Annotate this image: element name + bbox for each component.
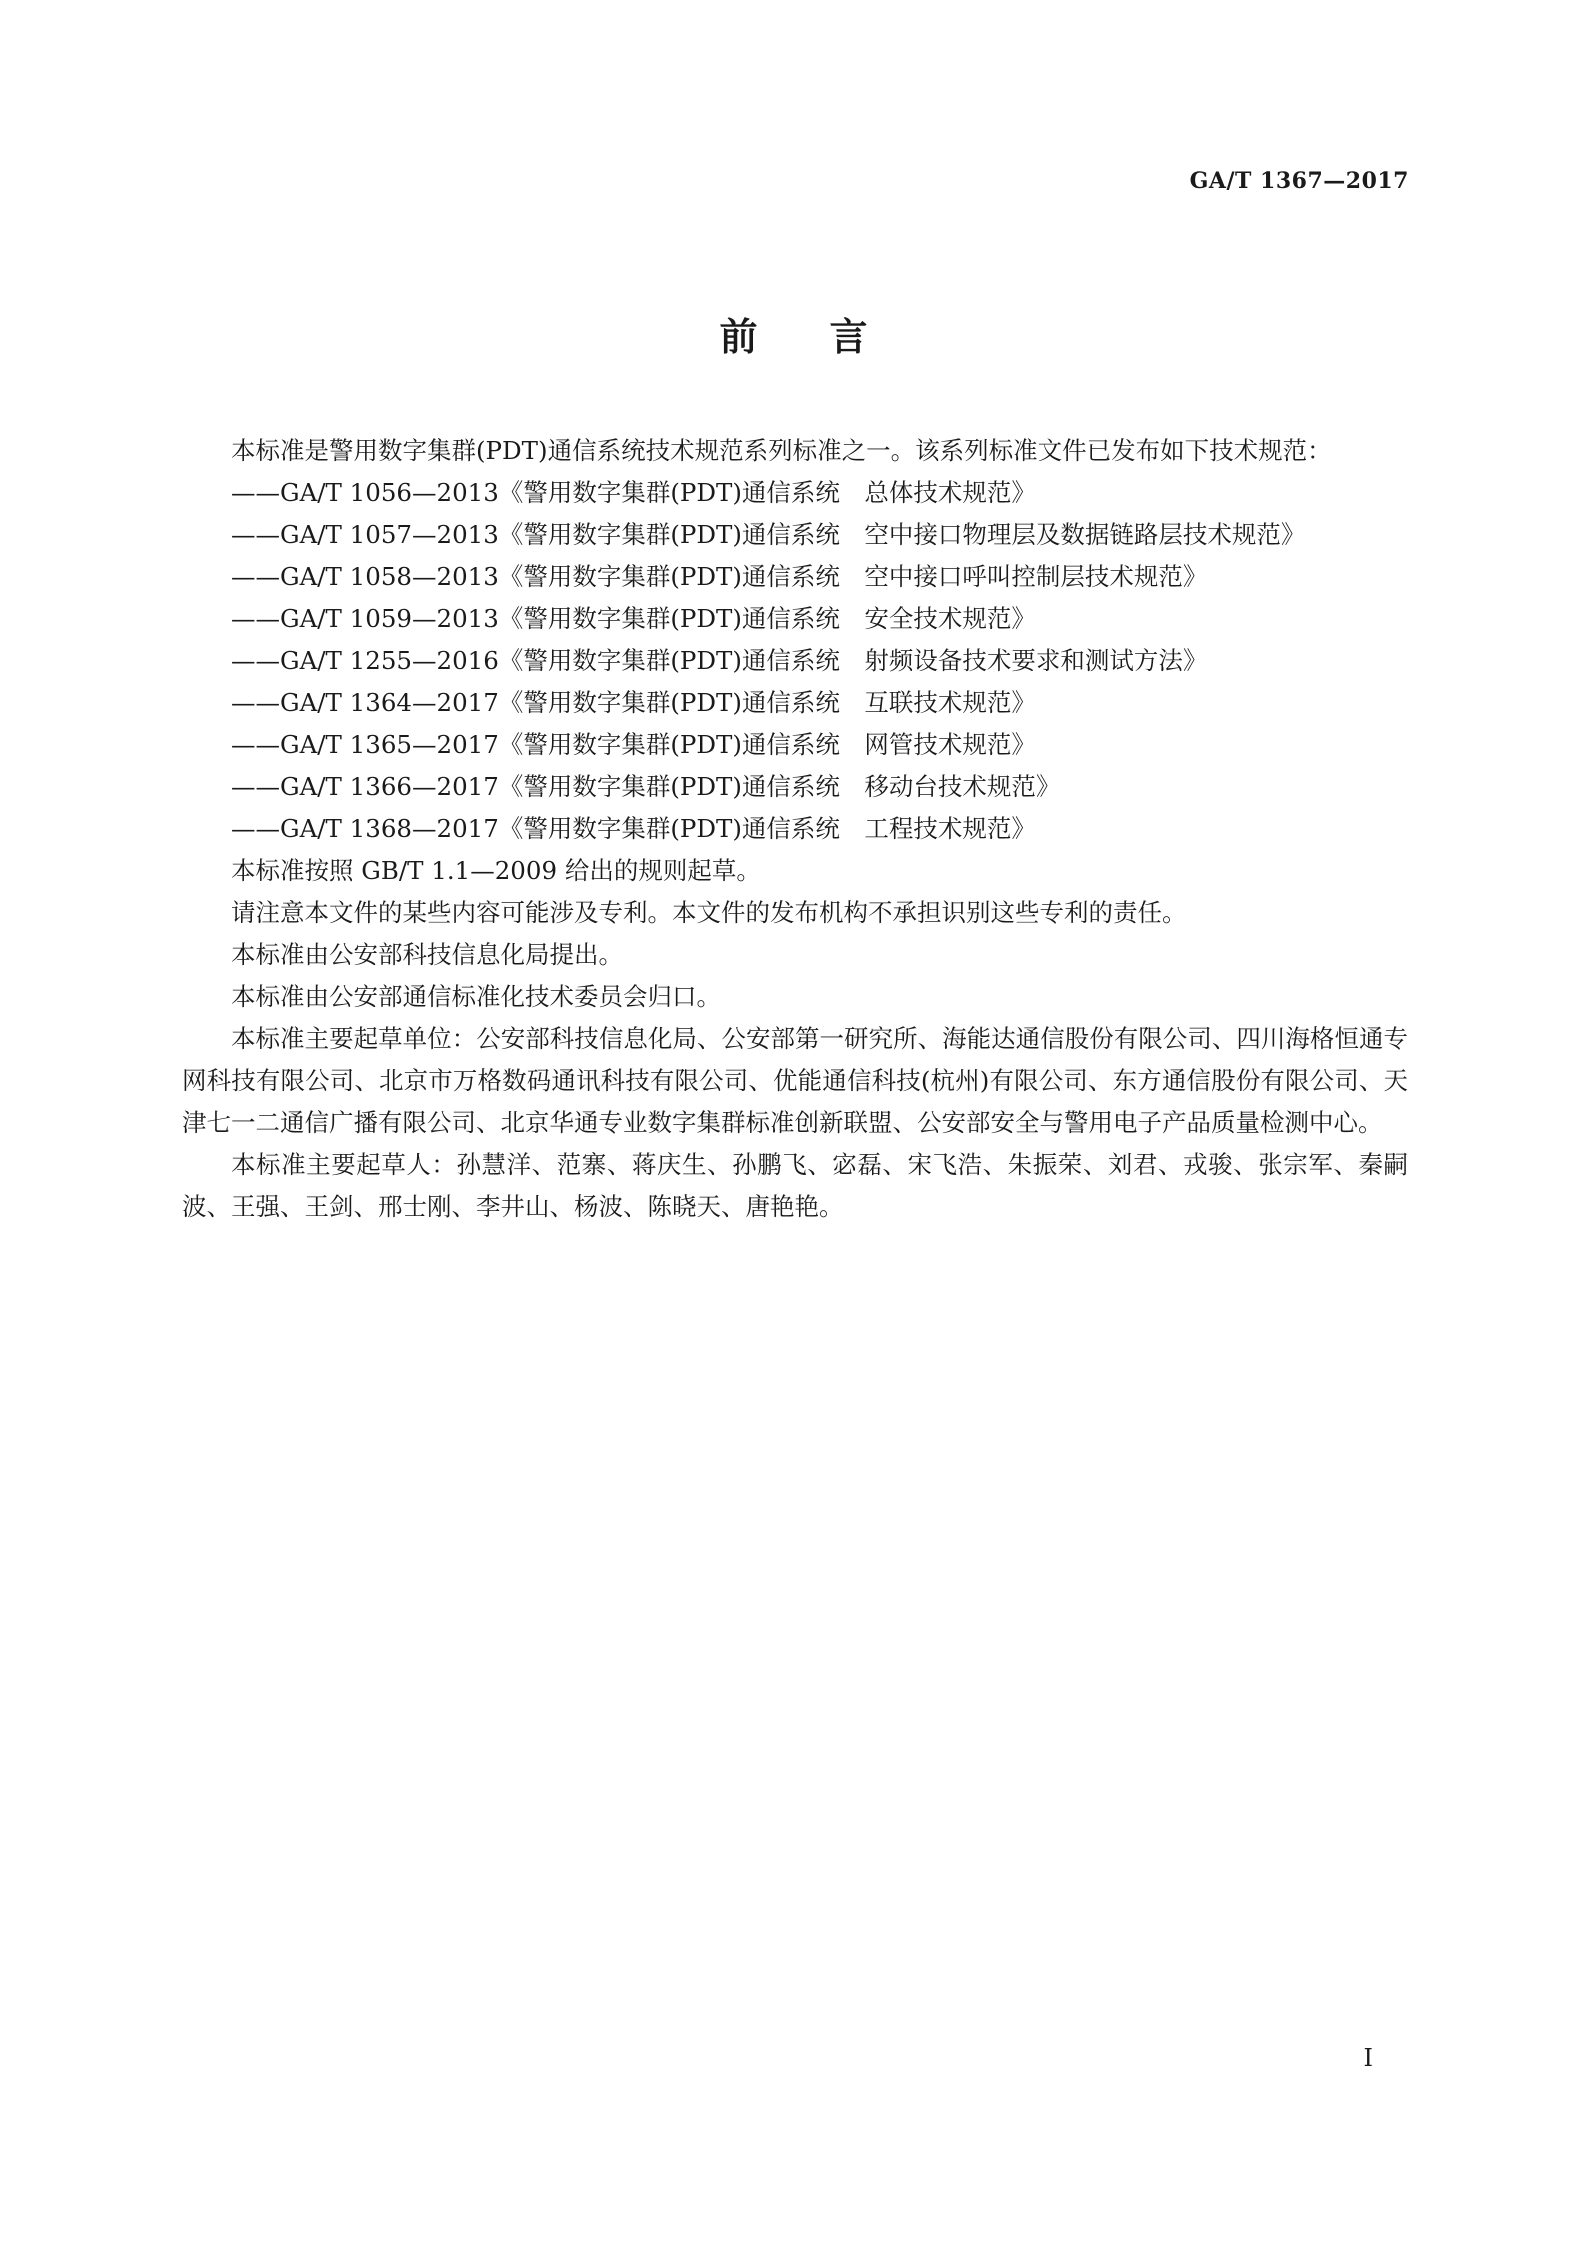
document-code: GA/T 1367—2017 bbox=[1189, 168, 1409, 194]
list-item: ——GA/T 1365—2017《警用数字集群(PDT)通信系统 网管技术规范》 bbox=[231, 730, 1036, 759]
list-item: ——GA/T 1059—2013《警用数字集群(PDT)通信系统 安全技术规范》 bbox=[231, 604, 1036, 633]
list-item: ——GA/T 1056—2013《警用数字集群(PDT)通信系统 总体技术规范》 bbox=[231, 478, 1036, 507]
list-item: ——GA/T 1058—2013《警用数字集群(PDT)通信系统 空中接口呼叫控制层技术规范》 bbox=[231, 562, 1208, 591]
list-item: ——GA/T 1255—2016《警用数字集群(PDT)通信系统 射频设备技术要求和测试方法》 bbox=[231, 646, 1208, 675]
patent-notice-paragraph: 请注意本文件的某些内容可能涉及专利。本文件的发布机构不承担识别这些专利的责任。 bbox=[231, 898, 1187, 927]
drafting-rules-paragraph: 本标准按照 GB/T 1.1—2009 给出的规则起草。 bbox=[231, 856, 761, 885]
committee-paragraph: 本标准由公安部通信标准化技术委员会归口。 bbox=[231, 982, 721, 1011]
list-item: ——GA/T 1368—2017《警用数字集群(PDT)通信系统 工程技术规范》 bbox=[231, 814, 1036, 843]
drafters-paragraph: 本标准主要起草人：孙慧洋、范寨、蒋庆生、孙鹏飞、宓磊、宋飞浩、朱振荣、刘君、戎骏、张宗军、秦嗣波、王强、王剑、邢士刚、李井山、杨波、陈晓天、唐艳艳。 bbox=[182, 1150, 1408, 1221]
foreword-body bbox=[182, 430, 1408, 1228]
intro-paragraph: 本标准是警用数字集群(PDT)通信系统技术规范系列标准之一。该系列标准文件已发布如下技术规范： bbox=[231, 436, 1332, 465]
page-title: 前言 bbox=[719, 314, 940, 359]
page-number: I bbox=[1363, 2044, 1373, 2072]
proposer-paragraph: 本标准由公安部科技信息化局提出。 bbox=[231, 940, 623, 969]
drafting-units-paragraph: 本标准主要起草单位：公安部科技信息化局、公安部第一研究所、海能达通信股份有限公司、四川海格恒通专网科技有限公司、北京市万格数码通讯科技有限公司、优能通信科技(杭州)有限公司、东方通信股份有限公司、天津七一二通信广播有限公司、北京华通专业数字集群标准创新联盟、公安部安全与警用电子产品质量检测中心。 bbox=[182, 1024, 1408, 1137]
list-item: ——GA/T 1364—2017《警用数字集群(PDT)通信系统 互联技术规范》 bbox=[231, 688, 1036, 717]
standards-list bbox=[182, 472, 1408, 850]
list-item: ——GA/T 1366—2017《警用数字集群(PDT)通信系统 移动台技术规范》 bbox=[231, 772, 1061, 801]
list-item: ——GA/T 1057—2013《警用数字集群(PDT)通信系统 空中接口物理层及数据链路层技术规范》 bbox=[231, 520, 1306, 549]
